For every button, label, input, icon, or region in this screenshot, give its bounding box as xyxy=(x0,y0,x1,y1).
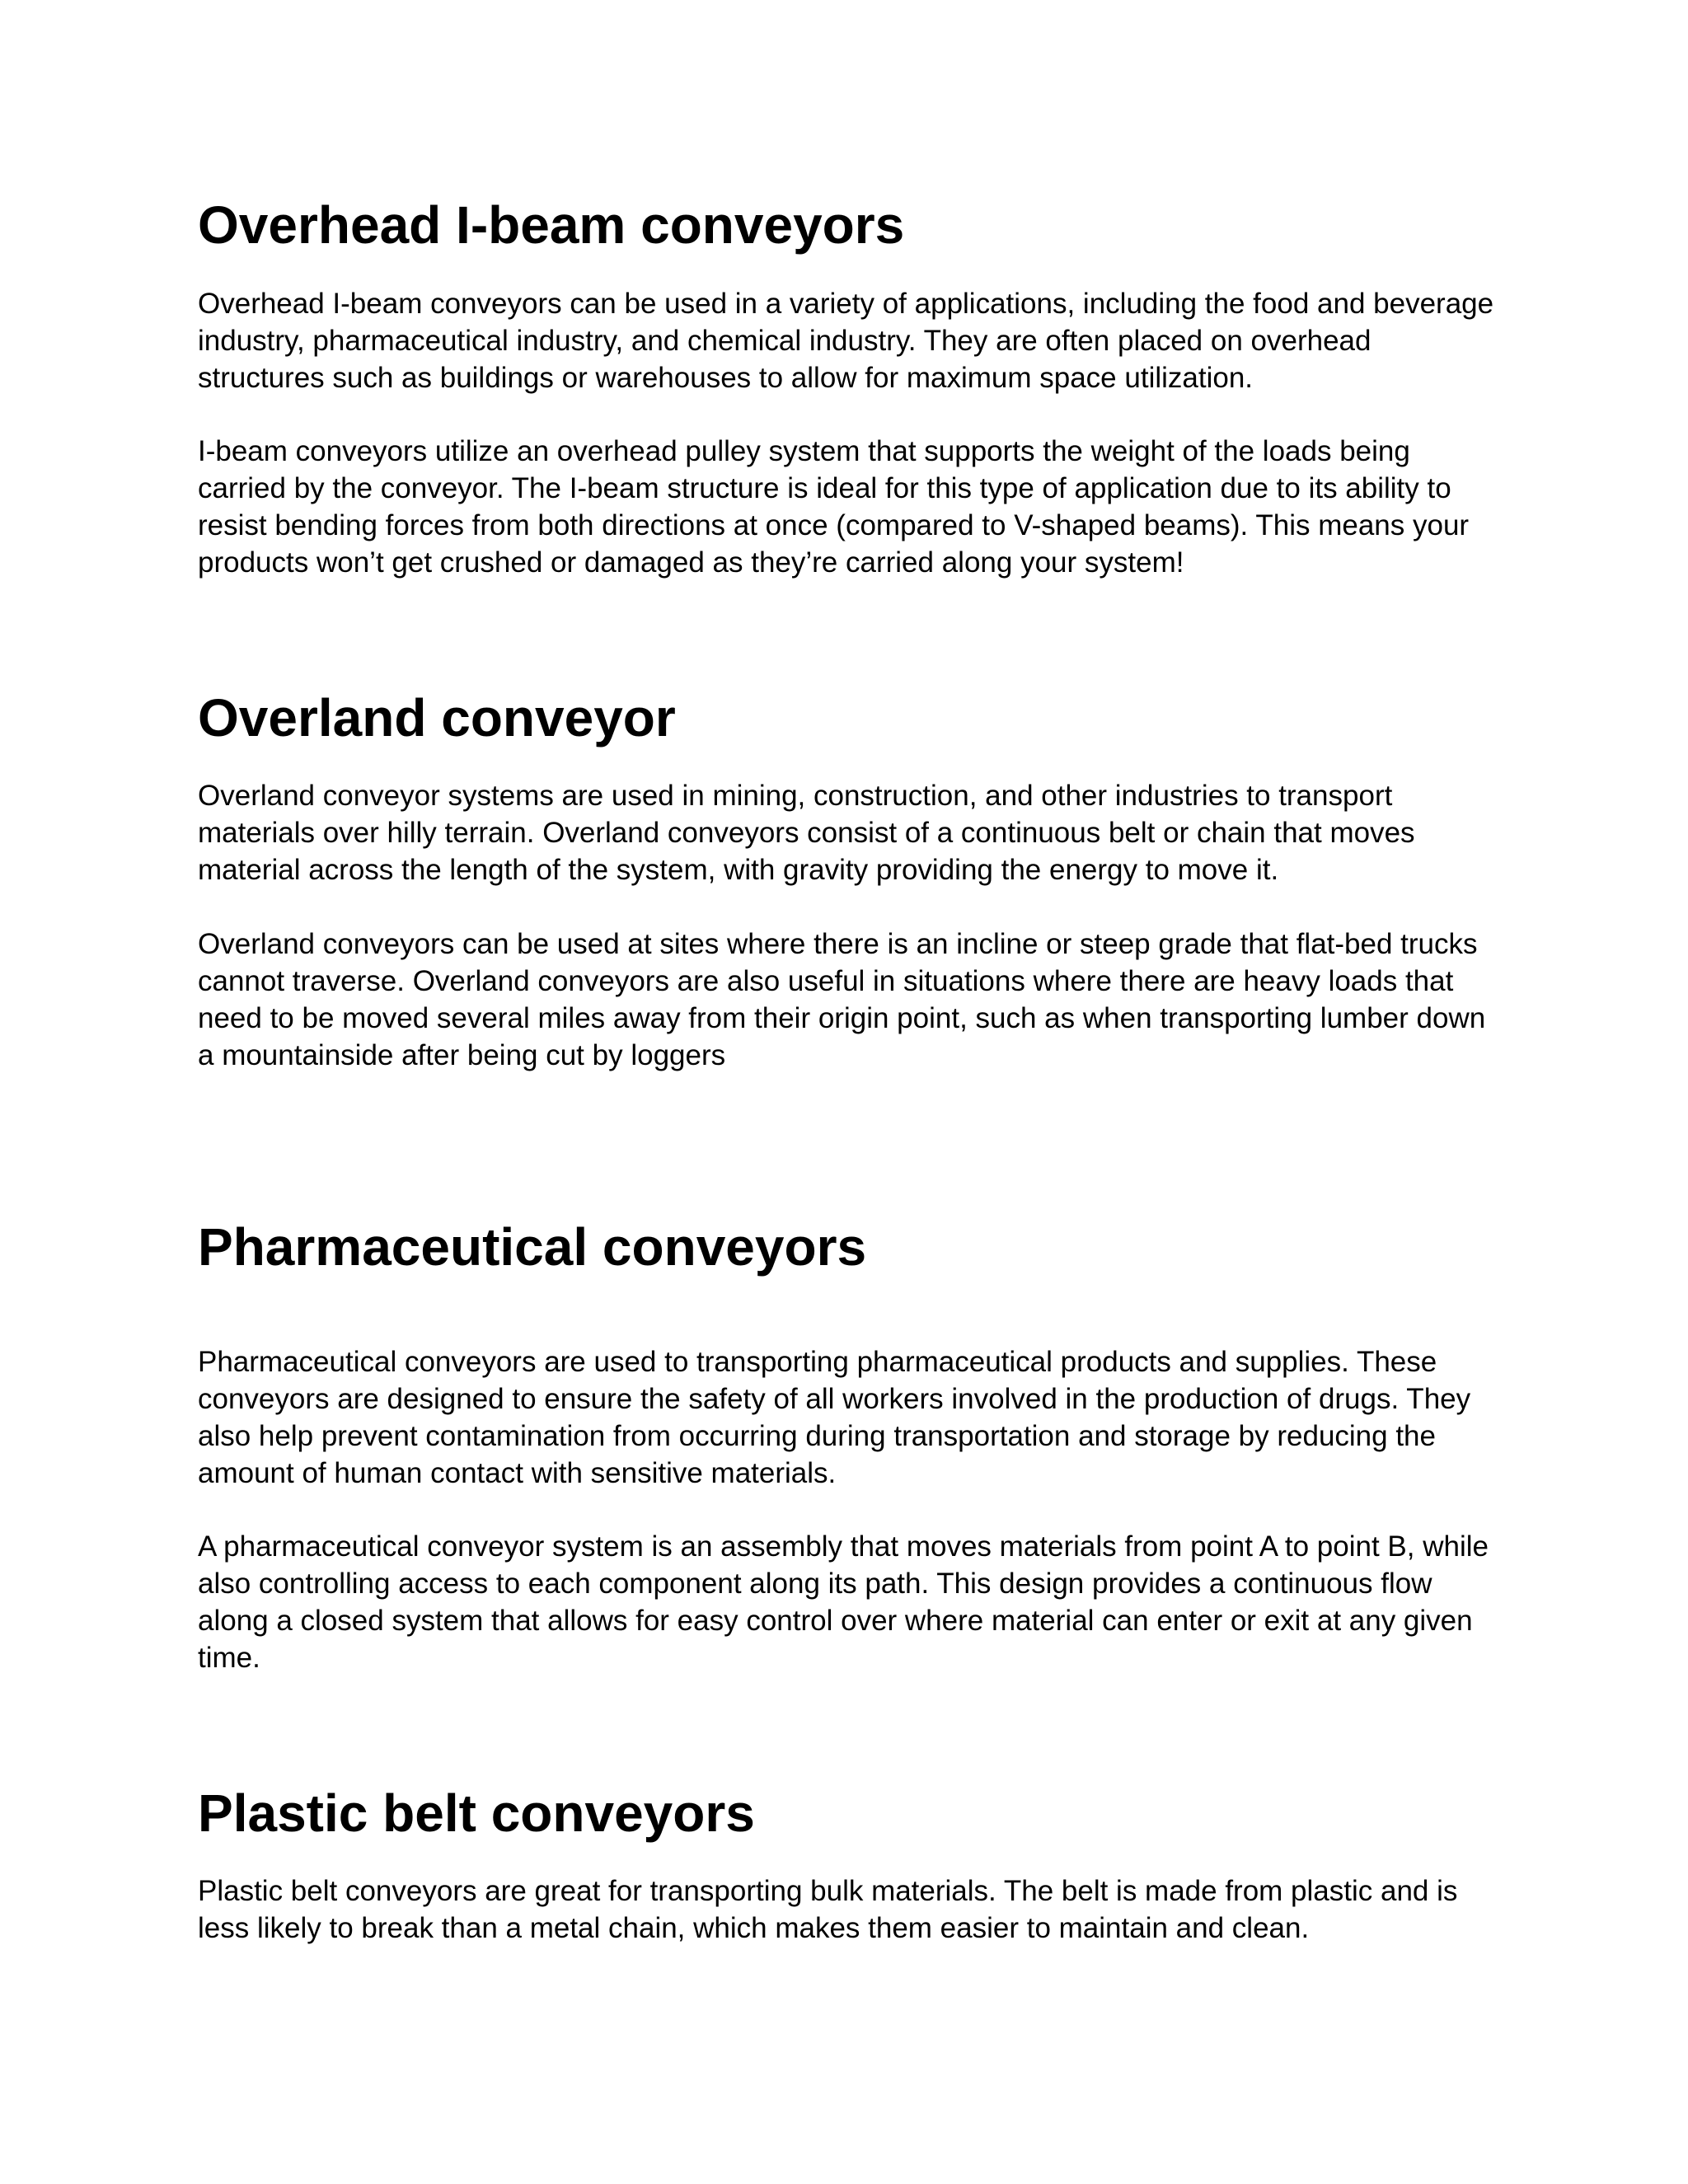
section-paragraph: Overland conveyors can be used at sites where there is an incline or steep grade that flat-bed trucks cannot traverse. Overland conveyors are also useful in situations where there are heavy loads that need to be moved several miles away from their origin point, such as when transporting lumber down a mountainside after being cut by loggers xyxy=(198,928,1486,1071)
section-heading: Overhead I-beam conveyors xyxy=(198,195,905,255)
section-heading: Plastic belt conveyors xyxy=(198,1783,755,1843)
section-heading: Overland conveyor xyxy=(198,688,676,748)
section-paragraph: Overhead I-beam conveyors can be used in a variety of applications, including the food and beverage industry, pharmaceutical industry, and chemical industry. They are often placed on overhead structures such as buildings or warehouses to allow for maximum space utilization. xyxy=(198,288,1494,394)
section-heading: Pharmaceutical conveyors xyxy=(198,1217,867,1277)
section-paragraph: A pharmaceutical conveyor system is an assembly that moves materials from point A to point B, while also controlling access to each component along its path. This design provides a continuous flow along a closed system that allows for easy control over where material can enter or exit at any given time. xyxy=(198,1530,1489,1674)
section-paragraph: I-beam conveyors utilize an overhead pulley system that supports the weight of the loads being carried by the conveyor. The I-beam structure is ideal for this type of application due to its ability to resist bending forces from both directions at once (compared to V-shaped beams). This means your products won’t get crushed or damaged as they’re carried along your system! xyxy=(198,435,1470,579)
section-paragraph: Pharmaceutical conveyors are used to transporting pharmaceutical products and supplies. These conveyors are designed to ensure the safety of all workers involved in the production of drugs. They also help prevent contamination from occurring during transportation and storage by reducing the amount of human contact with sensitive materials. xyxy=(198,1346,1471,1489)
section-paragraph: Plastic belt conveyors are great for transporting bulk materials. The belt is made from plastic and is less likely to break than a metal chain, which makes them easier to maintain and clean. xyxy=(198,1875,1458,1944)
section-paragraph: Overland conveyor systems are used in mining, construction, and other industries to transport materials over hilly terrain. Overland conveyors consist of a continuous belt or chain that moves material across the length of the system, with gravity providing the energy to move it. xyxy=(198,780,1415,886)
